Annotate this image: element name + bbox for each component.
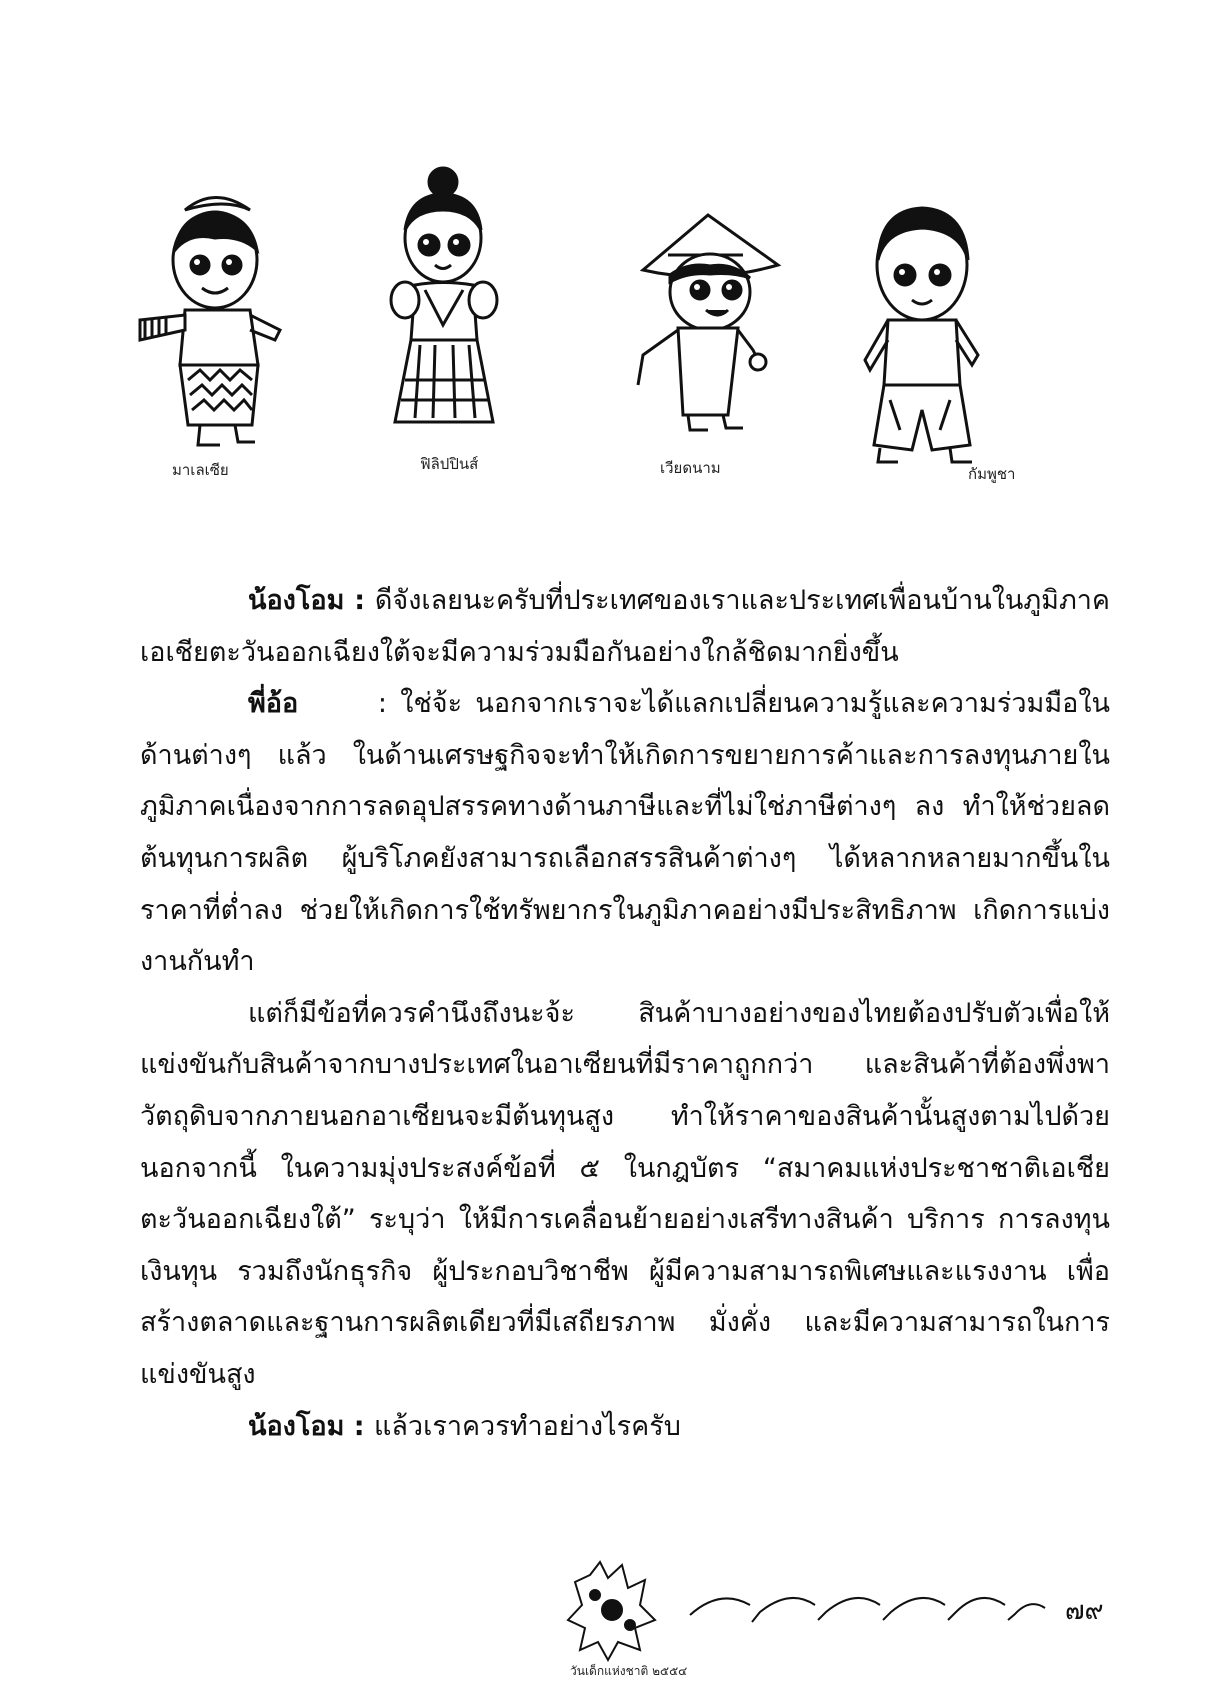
dialogue-paragraph [140, 678, 1110, 988]
caption-malaysia: มาเลเซีย [172, 461, 229, 479]
caption-cambodia: กัมพูชา [968, 465, 1016, 483]
speaker-nong-om: น้องโอม [248, 1410, 345, 1442]
dialogue-line: แล้วเราควรทำอย่างไรครับ [373, 1410, 681, 1442]
speaker-separator: : [298, 688, 401, 720]
speaker-separator: : [344, 1410, 374, 1442]
speaker-nong-om: น้องโอม [248, 585, 345, 616]
dialogue-line: ใช่จ้ะ นอกจากเราจะได้แลกเปลี่ยนความรู้และความร่วมมือในด้านต่างๆ แล้ว ในด้านเศรษฐกิจจะทำให้เกิดการขยายการค้าและการลงทุนภายในภูมิภาคเนื่องจากการลดอุปสรรคทางด้านภาษีและที่ไม่ใช่ภาษีต่างๆ ลง ทำให้ช่วยลดต้นทุนการผลิต ผู้บริโภคยังสามารถเลือกสรรสินค้าต่างๆ ได้หลากหลายมากขึ้นในราคาที่ต่ำลง ช่วยให้เกิดการใช้ทรัพยากรในภูมิภาคอย่างมีประสิทธิภาพ เกิดการแบ่งงานกันทำ [140, 688, 1110, 978]
vietnam-girl-illustration [628, 210, 788, 470]
caption-philippines: ฟิลิปปินส์ [420, 455, 479, 473]
philippines-girl-illustration [385, 160, 505, 460]
dialogue-line: แต่ก็มีข้อที่ควรคำนึงถึงนะจ้ะ สินค้าบางอย่างของไทยต้องปรับตัวเพื่อให้แข่งขันกับสินค้าจากบางประเทศในอาเซียนที่มีราคาถูกกว่า และสินค้าที่ต้องพึ่งพาวัตถุดิบจากภายนอกอาเซียนจะมีต้นทุนสูง ทำให้ราคาของสินค้านั้นสูงตามไปด้วย นอกจากนี้ ในความมุ่งประสงค์ข้อที่ ๕ ในกฎบัตร “สมาคมแห่งประชาชาติเอเชียตะวันออกเฉียงใต้” ระบุว่า ให้มีการเคลื่อนย้ายอย่างเสรีทางสินค้า บริการ การลงทุน เงินทุน รวมถึงนักธุรกิจ ผู้ประกอบวิชาชีพ ผู้มีความสามารถพิเศษและแรงงาน เพื่อสร้างตลาดและฐานการผลิตเดียวที่มีเสถียรภาพ มั่งคั่ง และมีความสามารถในการแข่งขันสูง [140, 997, 1110, 1390]
dialogue-text [140, 575, 1110, 1452]
footer-arcs [690, 1598, 1045, 1622]
childrens-day-logo [568, 1562, 655, 1660]
dialogue-paragraph [140, 1401, 1110, 1453]
page-number: ๗๙ [1065, 1596, 1104, 1626]
speaker-phi-o: พี่อ้อ [248, 688, 299, 720]
malaysia-boy-illustration [130, 180, 290, 460]
character-illustrations [0, 0, 1213, 540]
caption-vietnam: เวียดนาม [660, 459, 721, 477]
logo-caption: วันเด็กแห่งชาติ ๒๕๕๔ [570, 1664, 688, 1678]
cambodia-boy-illustration [860, 200, 990, 480]
dialogue-line: ดีจังเลยนะครับที่ประเทศของเราและประเทศเพื่อนบ้านในภูมิภาคเอเชียตะวันออกเฉียงใต้จะมีความร่วมมือกันอย่างใกล้ชิดมากยิ่งขึ้น [140, 585, 1110, 668]
dialogue-paragraph [140, 988, 1110, 1401]
dialogue-paragraph [140, 575, 1110, 678]
speaker-separator: : [344, 585, 375, 616]
